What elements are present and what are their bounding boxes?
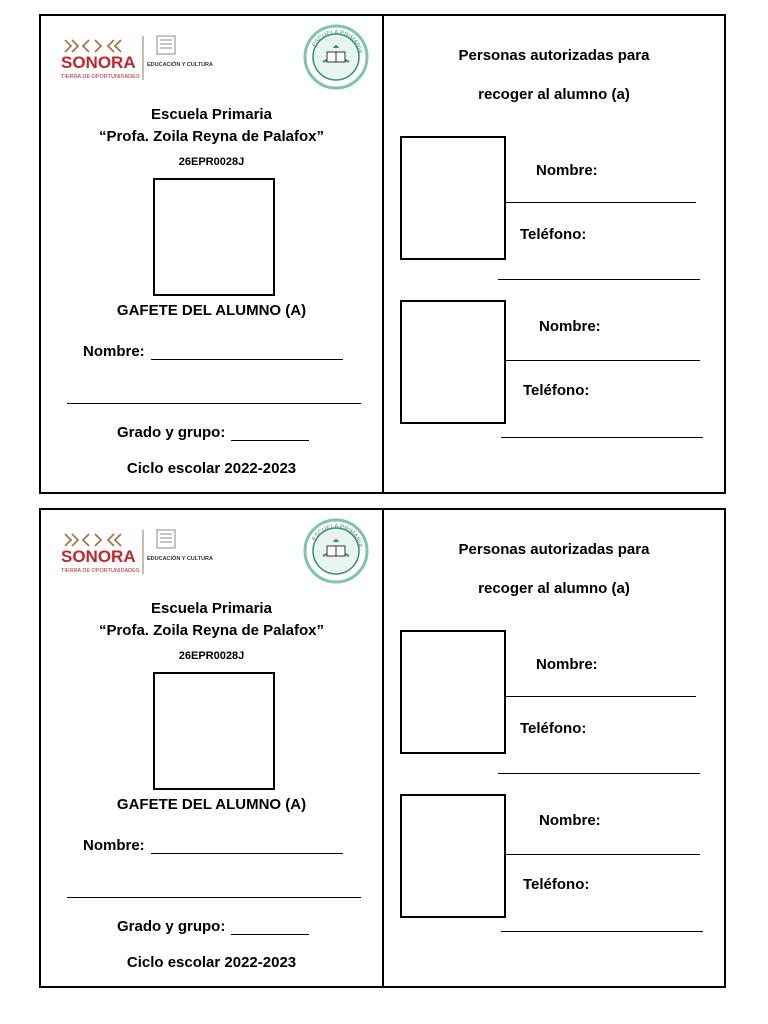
grade-label: Grado y grupo: [117, 918, 226, 935]
auth-phone-label-1: Teléfono: [520, 720, 587, 737]
name-continuation-line[interactable] [67, 897, 361, 898]
grade-blank-line[interactable] [231, 920, 309, 935]
name-label: Nombre: [83, 837, 145, 854]
authorized-photo-box-1 [400, 136, 506, 260]
name-blank-line[interactable] [151, 345, 343, 360]
school-name: “Profa. Zoila Reyna de Palafox” [98, 622, 325, 639]
sonora-logo [59, 34, 214, 82]
auth-name-line-1[interactable] [506, 696, 696, 697]
authorized-title-line-1: Personas autorizadas para [458, 541, 650, 558]
auth-name-line-2[interactable] [506, 360, 700, 361]
name-continuation-line[interactable] [67, 403, 361, 404]
auth-name-label-2: Nombre: [539, 318, 601, 335]
student-panel [41, 510, 384, 986]
id-card-1 [39, 14, 726, 494]
badge-title: GAFETE DEL ALUMNO (A) [116, 796, 307, 813]
school-seal-logo [303, 518, 369, 584]
svg-text:EDUCACIÓN Y CULTURA: EDUCACIÓN Y CULTURA [147, 62, 214, 68]
auth-name-label-2: Nombre: [539, 812, 601, 829]
student-name-field[interactable] [83, 837, 343, 854]
authorized-persons-panel [384, 510, 724, 986]
auth-phone-line-2[interactable] [501, 437, 703, 438]
grade-label: Grado y grupo: [117, 424, 226, 441]
badge-title: GAFETE DEL ALUMNO (A) [116, 302, 307, 319]
school-year: Ciclo escolar 2022-2023 [126, 460, 297, 477]
svg-text:SONORA: SONORA [61, 53, 136, 72]
id-card-2 [39, 508, 726, 988]
svg-text:TIERRA DE OPORTUNIDADES: TIERRA DE OPORTUNIDADES [61, 568, 140, 574]
auth-name-label-1: Nombre: [536, 656, 598, 673]
authorized-persons-panel [384, 16, 724, 492]
svg-text:ESCUELA PRIMARIA: ESCUELA PRIMARIA [311, 29, 363, 55]
authorized-title-line-2: recoger al alumno (a) [478, 86, 630, 103]
school-seal-logo [303, 24, 369, 90]
name-label: Nombre: [83, 343, 145, 360]
student-name-field[interactable] [83, 343, 343, 360]
school-code: 26EPR0028J [178, 156, 245, 168]
sonora-logo [59, 528, 214, 576]
authorized-title-line-1: Personas autorizadas para [458, 47, 650, 64]
school-type: Escuela Primaria [151, 106, 272, 123]
auth-phone-label-2: Teléfono: [523, 876, 590, 893]
authorized-title-line-2: recoger al alumno (a) [478, 580, 630, 597]
grade-group-field[interactable] [117, 424, 309, 441]
auth-phone-line-1[interactable] [498, 279, 700, 280]
authorized-photo-box-2 [400, 300, 506, 424]
school-type: Escuela Primaria [151, 600, 272, 617]
grade-group-field[interactable] [117, 918, 309, 935]
svg-text:TIERRA DE OPORTUNIDADES: TIERRA DE OPORTUNIDADES [61, 74, 140, 80]
auth-phone-label-2: Teléfono: [523, 382, 590, 399]
auth-phone-label-1: Teléfono: [520, 226, 587, 243]
auth-name-line-1[interactable] [506, 202, 696, 203]
school-year: Ciclo escolar 2022-2023 [126, 954, 297, 971]
school-code: 26EPR0028J [178, 650, 245, 662]
svg-text:ESCUELA PRIMARIA: ESCUELA PRIMARIA [311, 523, 363, 549]
student-panel [41, 16, 384, 492]
authorized-photo-box-2 [400, 794, 506, 918]
name-blank-line[interactable] [151, 839, 343, 854]
student-photo-box [153, 178, 275, 296]
svg-text:EDUCACIÓN Y CULTURA: EDUCACIÓN Y CULTURA [147, 556, 214, 562]
auth-phone-line-1[interactable] [498, 773, 700, 774]
grade-blank-line[interactable] [231, 426, 309, 441]
auth-name-line-2[interactable] [506, 854, 700, 855]
svg-text:SONORA: SONORA [61, 547, 136, 566]
auth-name-label-1: Nombre: [536, 162, 598, 179]
school-name: “Profa. Zoila Reyna de Palafox” [98, 128, 325, 145]
authorized-photo-box-1 [400, 630, 506, 754]
auth-phone-line-2[interactable] [501, 931, 703, 932]
student-photo-box [153, 672, 275, 790]
